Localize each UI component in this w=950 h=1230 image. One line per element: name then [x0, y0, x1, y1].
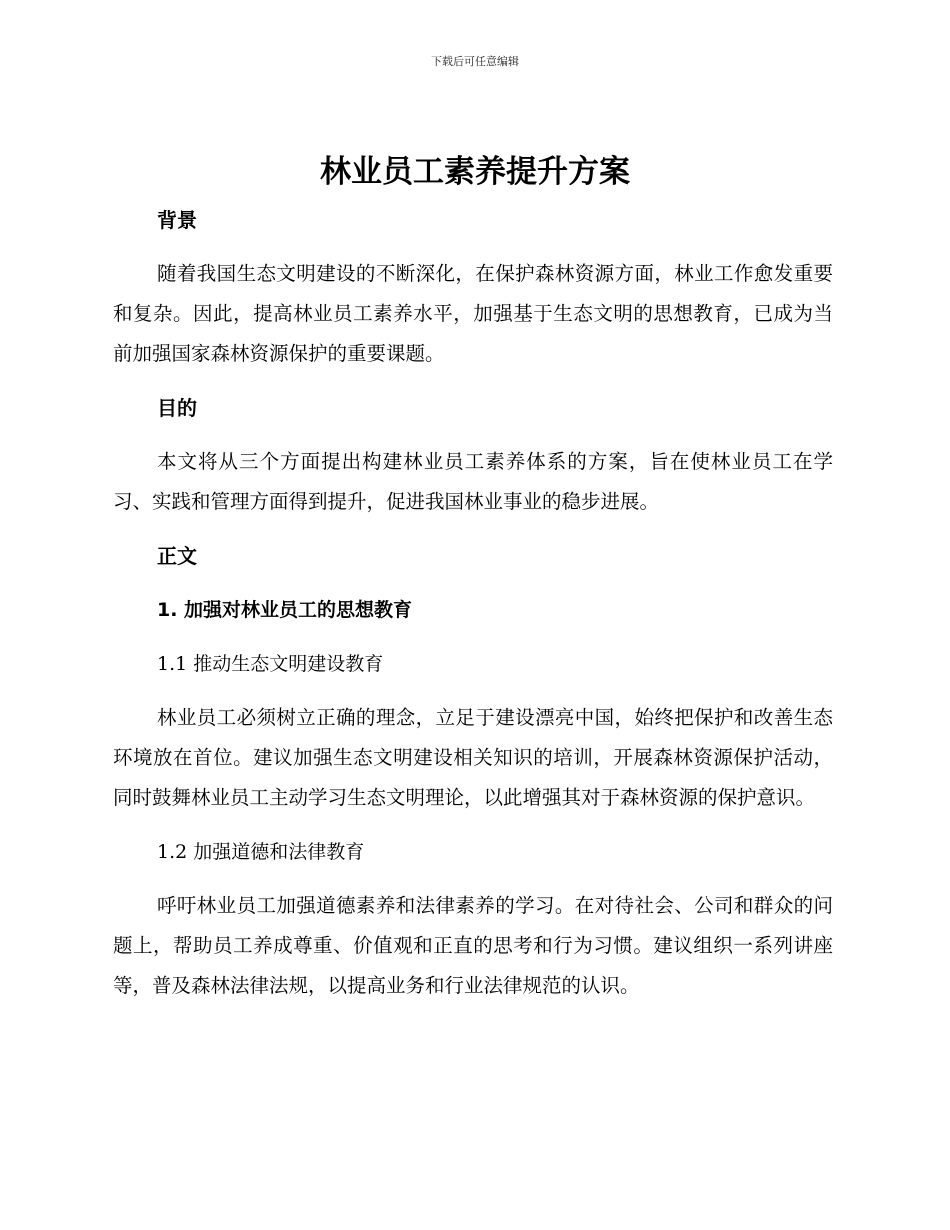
document-body — [113, 200, 833, 1006]
subsection-heading-1-2: 1.2 加强道德和法律教育 — [157, 841, 365, 863]
paragraph-purpose: 本文将从三个方面提出构建林业员工素养体系的方案，旨在使林业员工在学习、实践和管理方面得到提升，促进我国林业事业的稳步进展。 — [113, 450, 833, 513]
paragraph-1-1: 林业员工必须树立正确的理念，立足于建设漂亮中国，始终把保护和改善生态环境放在首位。建议加强生态文明建设相关知识的培训，开展森林资源保护活动，同时鼓舞林业员工主动学习生态文明理论，以此增强其对于森林资源的保护意识。 — [113, 706, 833, 809]
paragraph-background: 随着我国生态文明建设的不断深化，在保护森林资源方面，林业工作愈发重要和复杂。因此，提高林业员工素养水平，加强基于生态文明的思想教育，已成为当前加强国家森林资源保护的重要课题。 — [113, 262, 833, 365]
document-title: 林业员工素养提升方案 — [320, 154, 630, 190]
section-heading-background: 背景 — [157, 208, 197, 232]
paragraph-1-2: 呼吁林业员工加强道德素养和法律素养的学习。在对待社会、公司和群众的问题上，帮助员工养成尊重、价值观和正直的思考和行为习惯。建议组织一系列讲座等，普及森林法律法规，以提高业务和行业法律规范的认识。 — [113, 894, 833, 997]
section-heading-purpose: 目的 — [157, 396, 197, 420]
page-header-note: 下载后可任意编辑 — [431, 55, 519, 68]
section-heading-body: 正文 — [157, 544, 197, 568]
subsection-heading-1-1: 1.1 推动生态文明建设教育 — [157, 653, 384, 675]
subsection-heading-1: 1. 加强对林业员工的思想教育 — [157, 599, 413, 621]
